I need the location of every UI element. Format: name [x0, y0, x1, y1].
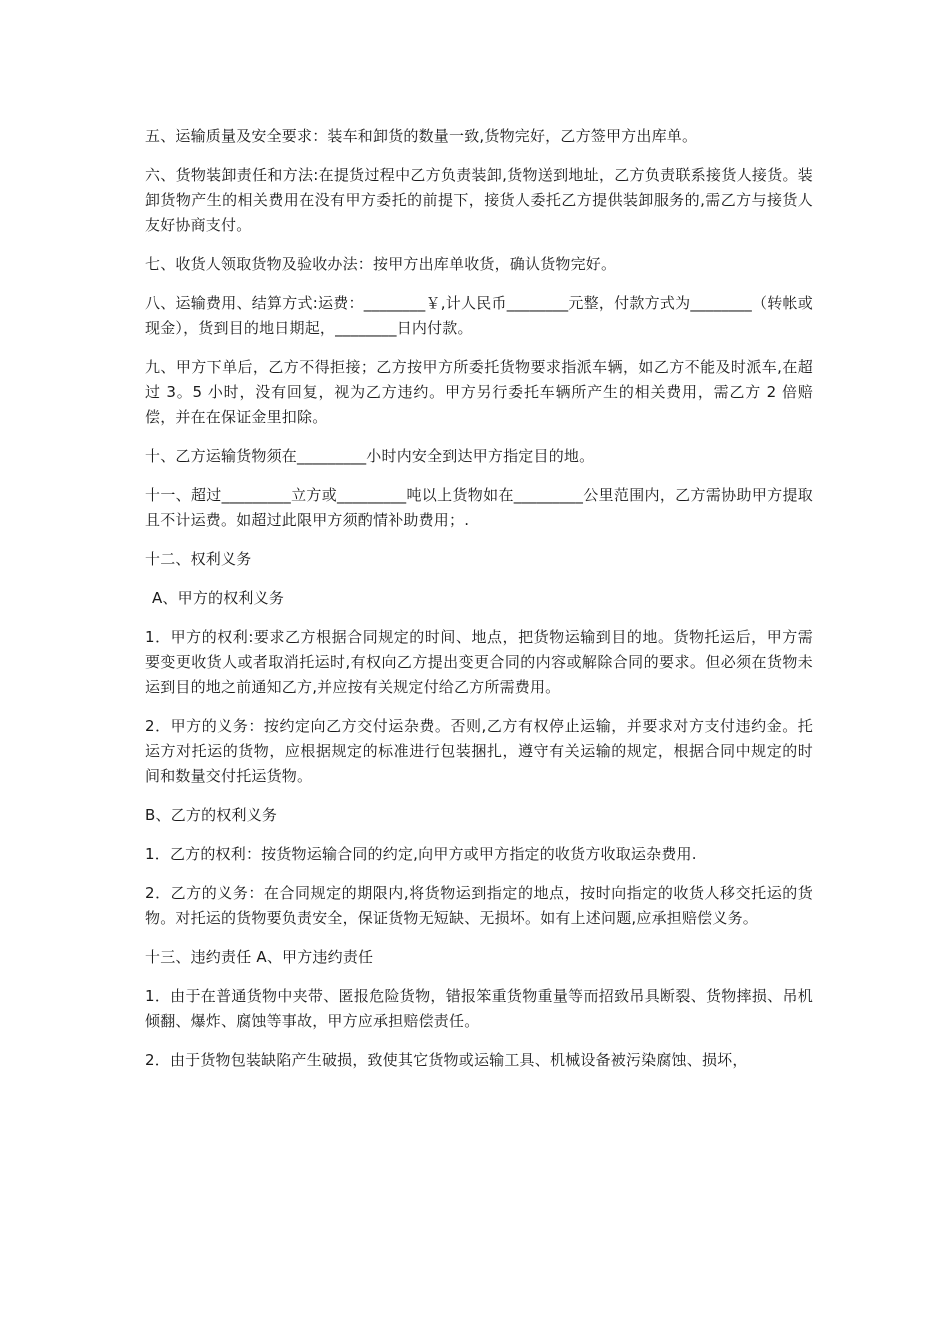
clause-8-paragraph: 八、运输费用、结算方式:运费：________￥,计人民币________元整，付款方式为________（转帐或现金），货到目的地日期起，________日内付款。: [145, 294, 813, 337]
party-a-breach-item-1: 1．由于在普通货物中夹带、匿报危险货物，错报笨重货物重量等而招致吊具断裂、货物摔损、吊机倾翻、爆炸、腐蚀等事故，甲方应承担赔偿责任。: [145, 987, 813, 1030]
clause-10-paragraph: 十、乙方运输货物须在_________小时内安全到达甲方指定目的地。: [145, 447, 595, 465]
party-b-obligations-paragraph: 2．乙方的义务：在合同规定的期限内,将货物运到指定的地点，按时向指定的收货人移交托运的货物。对托运的货物要负责安全，保证货物无短缺、无损坏。如有上述问题,应承担赔偿义务。: [145, 884, 813, 927]
party-b-rights-heading: B、乙方的权利义务: [145, 806, 278, 824]
party-a-breach-item-2: 2．由于货物包装缺陷产生破损，致使其它货物或运输工具、机械设备被污染腐蚀、损坏，: [145, 1051, 748, 1069]
clause-7-paragraph: 七、收货人领取货物及验收办法：按甲方出库单收货，确认货物完好。: [145, 255, 617, 273]
clause-6-paragraph: 六、货物装卸责任和方法:在提货过程中乙方负责装卸,货物送到地址，乙方负责联系接货人接货。装卸货物产生的相关费用在没有甲方委托的前提下，接货人委托乙方提供装卸服务的,需乙方与接货人友好协商支付。: [145, 166, 813, 234]
clause-12-heading: 十二、权利义务: [145, 550, 252, 568]
clause-5-paragraph: 五、运输质量及安全要求：装车和卸货的数量一致,货物完好，乙方签甲方出库单。: [145, 127, 698, 145]
clause-11-paragraph: 十一、超过_________立方或_________吨以上货物如在_________公里范围内，乙方需协助甲方提取且不计运费。如超过此限甲方须酌情补助费用；.: [145, 486, 813, 529]
clause-9-paragraph: 九、甲方下单后，乙方不得拒接；乙方按甲方所委托货物要求指派车辆，如乙方不能及时派车,在超过 3。5 小时，没有回复，视为乙方违约。甲方另行委托车辆所产生的相关费用，需乙方 2 倍赔偿，并在在保证金里扣除。: [145, 358, 813, 426]
clause-13-heading: 十三、违约责任 A、甲方违约责任: [145, 948, 374, 966]
party-a-rights-heading: A、甲方的权利义务: [147, 589, 285, 607]
party-a-rights-paragraph: 1．甲方的权利:要求乙方根据合同规定的时间、地点，把货物运输到目的地。货物托运后，甲方需要变更收货人或者取消托运时,有权向乙方提出变更合同的内容或解除合同的要求。但必须在货物未运到目的地之前通知乙方,并应按有关规定付给乙方所需费用。: [145, 628, 813, 696]
party-a-obligations-paragraph: 2．甲方的义务：按约定向乙方交付运杂费。否则,乙方有权停止运输，并要求对方支付违约金。托运方对托运的货物，应根据规定的标准进行包装捆扎，遵守有关运输的规定，根据合同中规定的时间和数量交付托运货物。: [145, 717, 813, 785]
party-b-rights-paragraph: 1．乙方的权利：按货物运输合同的约定,向甲方或甲方指定的收货方收取运杂费用.: [145, 845, 697, 863]
document-body: [145, 124, 813, 1087]
